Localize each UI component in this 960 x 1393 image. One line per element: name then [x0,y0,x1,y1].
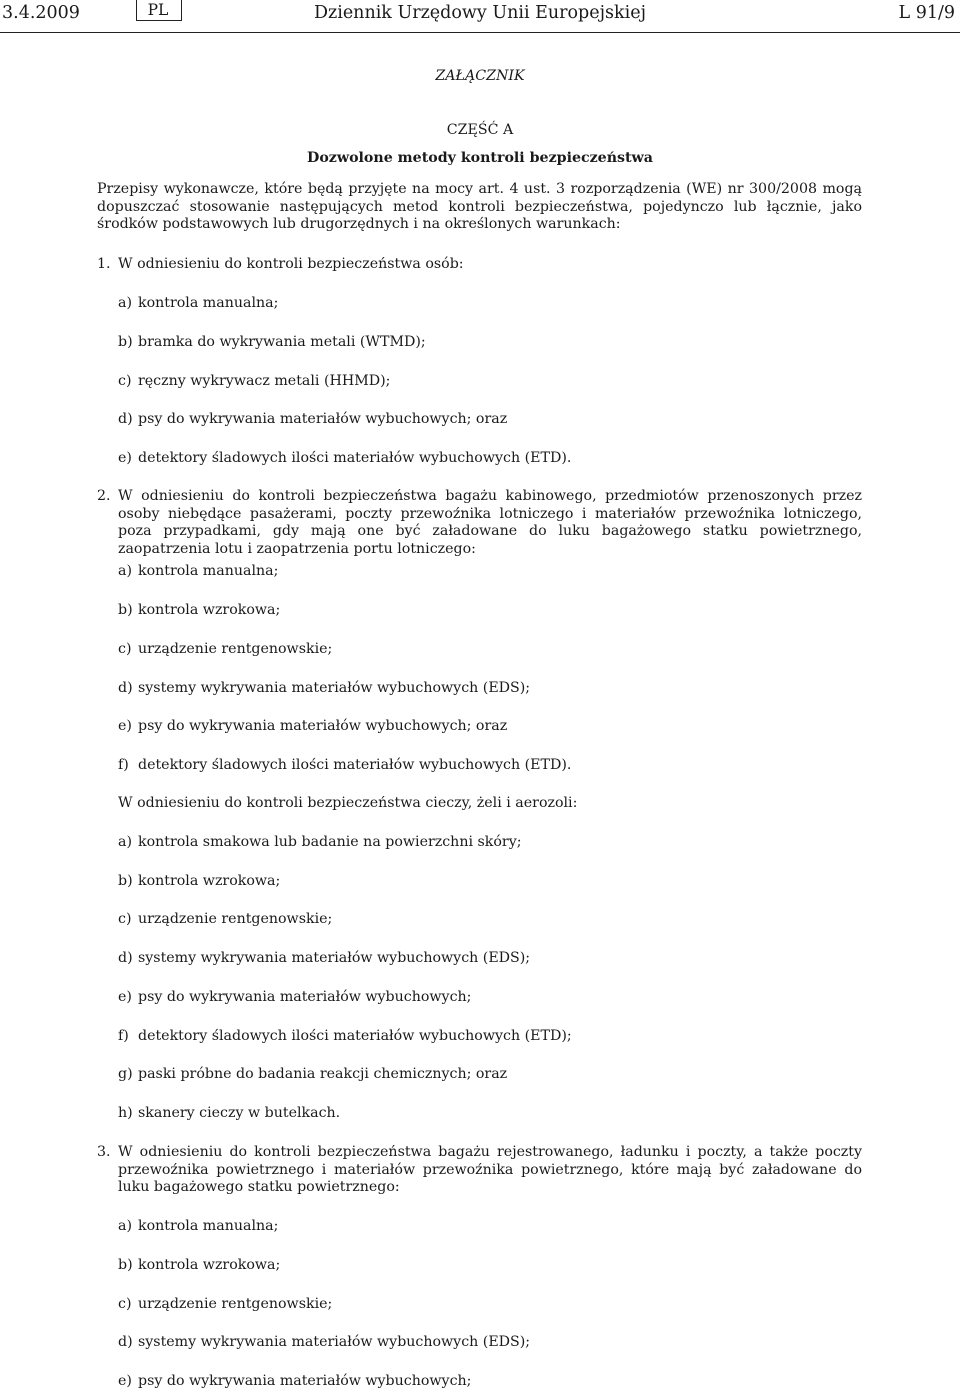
list-item: e) psy do wykrywania materiałów wybuchowych; oraz [118,718,508,734]
section-2-text: W odniesieniu do kontroli bezpieczeństwa bagażu kabinowego, przedmiotów przenoszonych przez osoby niebędące pasażerami, poczty przewoźnika lotniczego i materiałów przewoźnika lotniczego, poza przypadkami, gdy mają one być załadowane do luku bagażowego statku powietrznego, zaopatrzenia lotu i zaopatrzenia portu lotniczego: [118,488,862,557]
header-page-ref: L 91/9 [898,3,955,23]
list-item: g) paski próbne do badania reakcji chemicznych; oraz [118,1066,508,1082]
header-language: PL [147,1,169,19]
list-item: c) urządzenie rentgenowskie; [118,911,333,927]
list-item: e) psy do wykrywania materiałów wybuchowych; [118,989,472,1005]
list-item: b) kontrola wzrokowa; [118,1257,281,1273]
section-3-text: W odniesieniu do kontroli bezpieczeństwa bagażu rejestrowanego, ładunku i poczty, a także poczty przewoźnika powietrznego i materiałów przewoźnika powietrznego, które mają być załadowane do luku bagażowego statku powietrznego: [118,1144,862,1195]
section-3-number: 3. [97,1144,111,1160]
list-item: a) kontrola manualna; [118,295,279,311]
header-journal: Dziennik Urzędowy Unii Europejskiej [313,3,647,23]
section-1-text: W odniesieniu do kontroli bezpieczeństwa osób: [118,256,464,272]
list-item: b) bramka do wykrywania metali (WTMD); [118,334,426,350]
list-item: b) kontrola wzrokowa; [118,873,281,889]
list-item: e) detektory śladowych ilości materiałów wybuchowych (ETD). [118,450,572,466]
list-item: b) kontrola wzrokowa; [118,602,281,618]
list-item: a) kontrola manualna; [118,1218,279,1234]
list-item: a) kontrola smakowa lub badanie na powierzchni skóry; [118,834,522,850]
list-item: c) ręczny wykrywacz metali (HHMD); [118,373,391,389]
section-2-subtext: W odniesieniu do kontroli bezpieczeństwa cieczy, żeli i aerozoli: [118,795,578,811]
intro-paragraph: Przepisy wykonawcze, które będą przyjęte na mocy art. 4 ust. 3 rozporządzenia (WE) nr 300/2008 mogą dopuszczać stosowanie następujących metod kontroli bezpieczeństwa, pojedynczo lub łącznie, jako środków podstawowych lub drugorzędnych i na określonych warunkach: [97,181,862,232]
list-item: f) detektory śladowych ilości materiałów wybuchowych (ETD); [118,1028,572,1044]
list-item: f) detektory śladowych ilości materiałów wybuchowych (ETD). [118,757,572,773]
list-item: d) systemy wykrywania materiałów wybuchowych (EDS); [118,680,531,696]
header-rule [0,32,960,33]
list-item: a) kontrola manualna; [118,563,279,579]
list-item: d) psy do wykrywania materiałów wybuchowych; oraz [118,411,508,427]
list-item: h) skanery cieczy w butelkach. [118,1105,341,1121]
section-2-number: 2. [97,488,111,504]
list-item: c) urządzenie rentgenowskie; [118,1296,333,1312]
list-item: d) systemy wykrywania materiałów wybuchowych (EDS); [118,1334,531,1350]
list-item: d) systemy wykrywania materiałów wybuchowych (EDS); [118,950,531,966]
section-heading: Dozwolone metody kontroli bezpieczeństwa [307,150,653,166]
list-item: e) psy do wykrywania materiałów wybuchowych; [118,1373,472,1389]
annex-title: ZAŁĄCZNIK [435,68,525,84]
list-item: c) urządzenie rentgenowskie; [118,641,333,657]
section-1-number: 1. [97,256,111,272]
header-date: 3.4.2009 [2,3,80,23]
part-title: CZĘŚĆ A [446,122,514,138]
